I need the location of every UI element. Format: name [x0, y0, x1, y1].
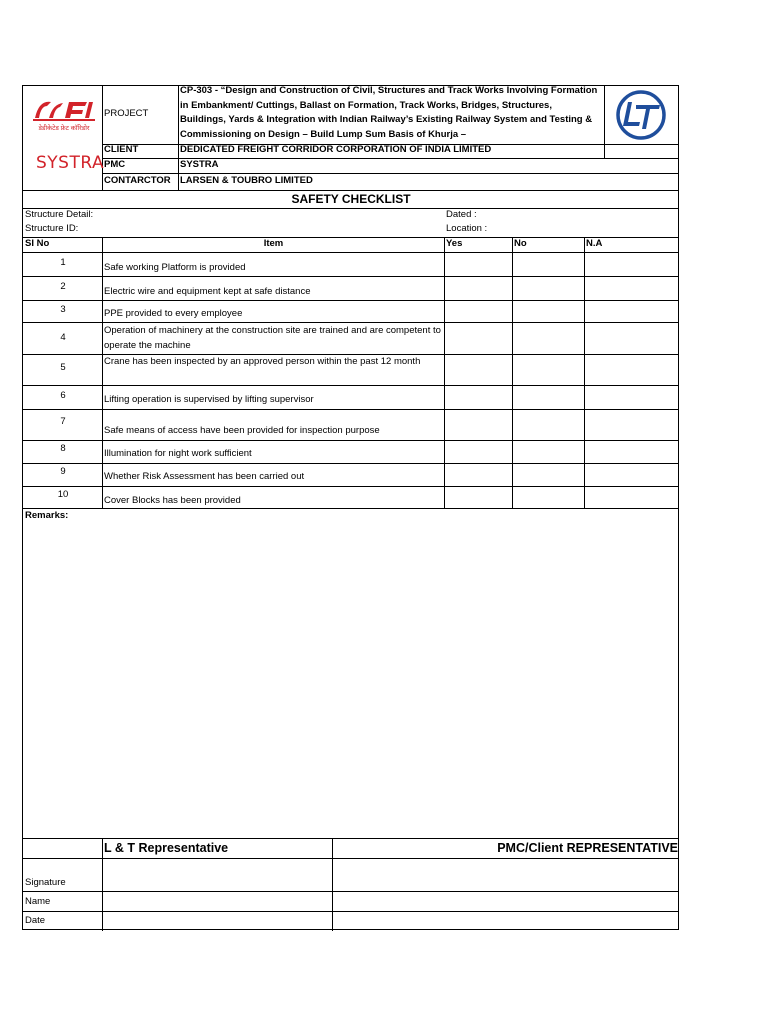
table-line — [23, 508, 679, 509]
pmc-value: SYSTRA — [180, 159, 219, 170]
structure-detail-label: Structure Detail: — [25, 209, 94, 220]
table-line — [23, 463, 679, 464]
row-item: Crane has been inspected by an approved person within the past 12 month — [104, 356, 421, 367]
row-item: Whether Risk Assessment has been carried out — [104, 471, 305, 482]
pmc-representative-heading: PMC/Client REPRESENTATIVE — [497, 841, 678, 855]
dated-label: Dated : — [446, 209, 477, 220]
client-label: CLIENT — [104, 144, 139, 155]
col-divider — [584, 237, 585, 509]
col-header-yes: Yes — [446, 238, 463, 249]
signoff-line — [23, 891, 679, 892]
dfc-logo-mark — [29, 94, 99, 124]
structure-id-label: Structure ID: — [25, 223, 79, 234]
row-number: 6 — [60, 390, 66, 401]
col-divider — [444, 237, 445, 509]
row-item: PPE provided to every employee — [104, 308, 243, 319]
col-divider — [512, 237, 513, 509]
row-item: Cover Blocks has been provided — [104, 495, 241, 506]
contractor-label: CONTARCTOR — [104, 175, 171, 186]
header-divider — [102, 86, 103, 190]
table-line — [23, 409, 679, 410]
project-description: CP-303 - “Design and Construction of Civil, Structures and Track Works Involving Formation in Embankment/ Cuttings, Ballast on Formation, Track Works, Bridges, Structures, Buildings, Yards & Integration with Indian Railway’s Existing Railway System and Testing & Commissioning on Design – Build Lump Sum Basis of Khurja – — [180, 85, 598, 140]
dfc-logo — [29, 94, 99, 138]
title-line — [23, 208, 679, 209]
table-line — [23, 486, 679, 487]
project-label: PROJECT — [104, 108, 149, 119]
row-number: 2 — [60, 281, 66, 292]
signature-label: Signature — [25, 877, 66, 888]
table-line — [23, 300, 679, 301]
col-header-item: Item — [263, 238, 284, 249]
lt-representative-heading: L & T Representative — [104, 841, 229, 855]
row-number: 5 — [60, 362, 66, 373]
row-number: 8 — [60, 443, 66, 454]
row-item: Safe means of access have been provided for inspection purpose — [104, 425, 380, 436]
client-value: DEDICATED FREIGHT CORRIDOR CORPORATION OF INDIA LIMITED — [180, 144, 492, 155]
row-number: 1 — [60, 257, 66, 268]
row-item: Lifting operation is supervised by lifting supervisor — [104, 394, 314, 405]
table-line — [23, 322, 679, 323]
pmc-label: PMC — [104, 159, 126, 170]
col-header-na: N.A — [586, 238, 603, 249]
form-title: SAFETY CHECKLIST — [291, 192, 411, 206]
signoff-divider — [332, 838, 333, 931]
table-line — [23, 385, 679, 386]
safety-checklist-form — [22, 85, 679, 930]
dfc-logo-caption: डेडीकेटेड फ्रेट कॉरिडोर — [38, 125, 90, 132]
row-number: 9 — [60, 466, 66, 477]
row-item: Safe working Platform is provided — [104, 262, 246, 273]
table-line — [23, 252, 679, 253]
date-label: Date — [25, 915, 46, 926]
row-number: 10 — [57, 489, 69, 500]
row-number: 7 — [60, 416, 66, 427]
systra-logo: SYSTRA — [36, 153, 105, 173]
signoff-line — [23, 858, 679, 859]
lt-logo-mark — [606, 88, 678, 142]
table-line — [23, 276, 679, 277]
col-header-sino: SI No — [25, 238, 50, 249]
signoff-divider — [102, 838, 103, 931]
table-line — [23, 440, 679, 441]
row-item: Electric wire and equipment kept at safe distance — [104, 286, 311, 297]
col-header-no: No — [514, 238, 527, 249]
header-divider — [178, 86, 179, 190]
row-item: Illumination for night work sufficient — [104, 448, 252, 459]
header-divider — [604, 86, 605, 158]
lt-logo — [606, 88, 678, 142]
name-label: Name — [25, 896, 51, 907]
location-label: Location : — [446, 223, 488, 234]
contractor-value: LARSEN & TOUBRO LIMITED — [180, 175, 313, 186]
signoff-line — [23, 911, 679, 912]
row-number: 3 — [60, 304, 66, 315]
row-item: Operation of machinery at the construction site are trained and are competent to operate the machine — [104, 325, 441, 351]
row-number: 4 — [60, 332, 66, 343]
remarks-label: Remarks: — [25, 510, 69, 521]
